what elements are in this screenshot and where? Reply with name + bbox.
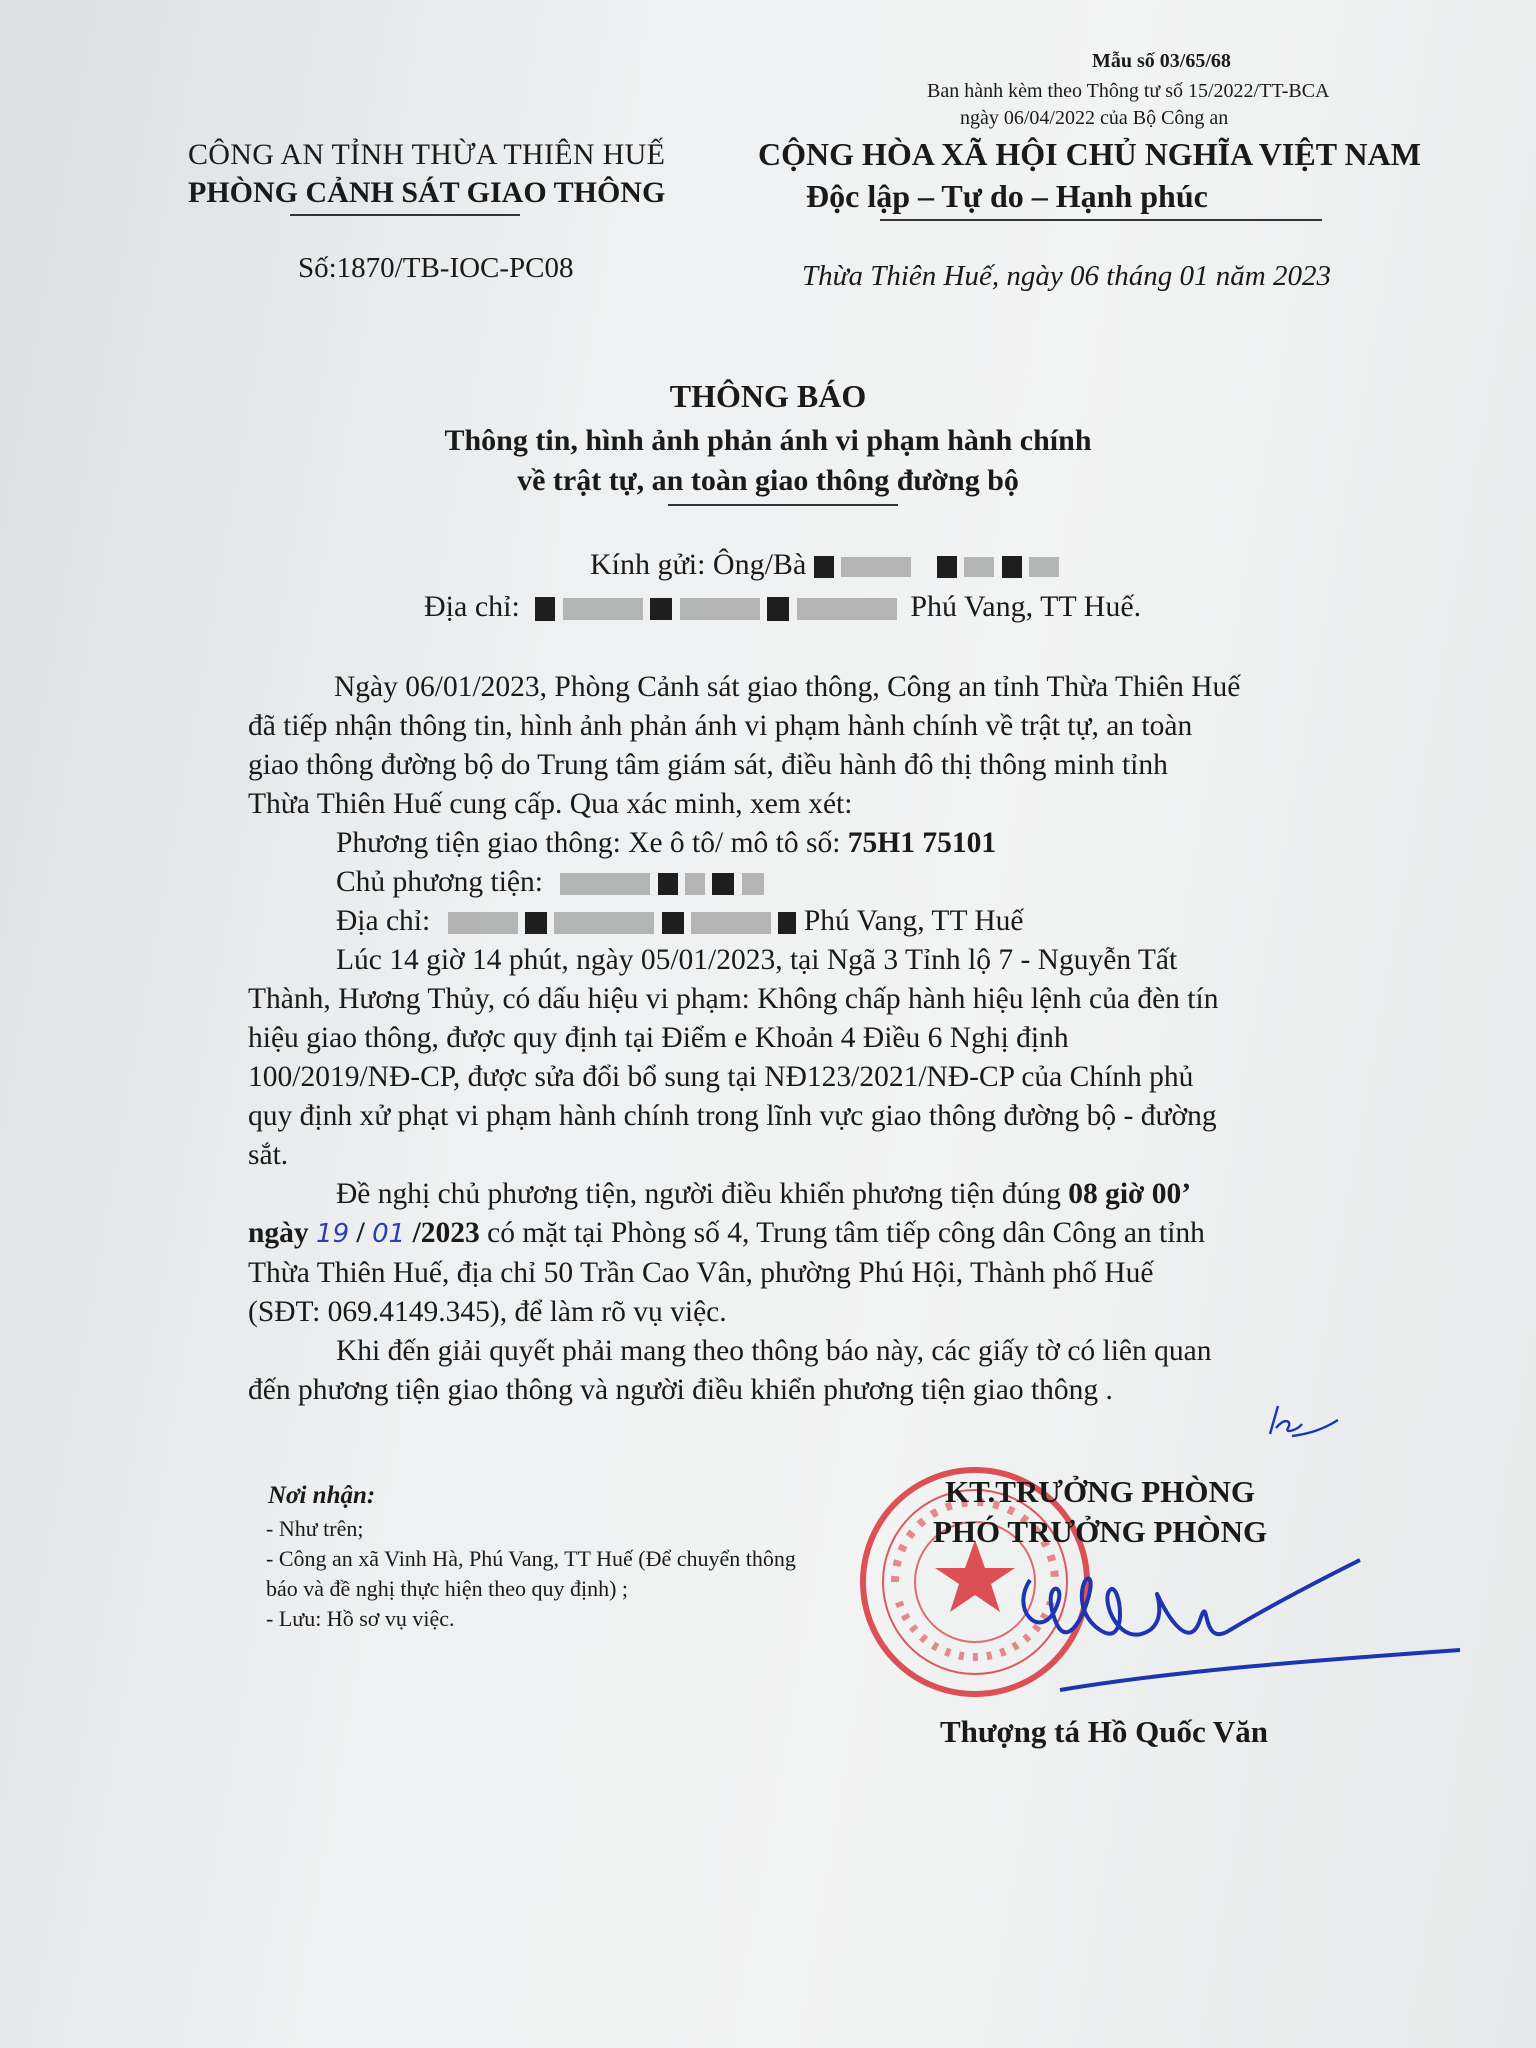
redacted-block [841, 557, 911, 577]
recipient-line [590, 548, 1059, 582]
redacted-block [742, 873, 764, 895]
recipients-list [266, 1514, 826, 1634]
recipient-item: - Công an xã Vinh Hà, Phú Vang, TT Huế (Để chuyển thông báo và đề nghị thực hiện theo quy định) ; [266, 1546, 796, 1601]
recipient-item: - Lưu: Hồ sơ vụ việc. [266, 1606, 455, 1631]
body-line: đã tiếp nhận thông tin, hình ảnh phản ánh vi phạm hành chính về trật tự, an toàn [248, 710, 1193, 742]
redacted-block [1002, 556, 1022, 578]
redacted-block [658, 873, 678, 895]
form-number: Mẫu số 03/65/68 [1092, 50, 1231, 72]
body-text: có mặt tại Phòng số 4, Trung tâm tiếp công dân Công an tỉnh [487, 1217, 1205, 1249]
body-line: Thành, Hương Thủy, có dấu hiệu vi phạm: Không chấp hành hiệu lệnh của đèn tín [248, 983, 1219, 1015]
document-subtitle-1: Thông tin, hình ảnh phản ánh vi phạm hành chính [444, 424, 1092, 457]
redacted-block [680, 598, 760, 620]
redacted-block [778, 912, 796, 934]
body-line: Ngày 06/01/2023, Phòng Cảnh sát giao thông, Công an tỉnh Thừa Thiên Huế [334, 671, 1241, 703]
body-text: Đề nghị chủ phương tiện, người điều khiển phương tiện đúng [336, 1178, 1061, 1210]
body-line: Lúc 14 giờ 14 phút, ngày 05/01/2023, tại Ngã 3 Tỉnh lộ 7 - Nguyễn Tất [336, 944, 1178, 976]
nation-motto: Độc lập – Tự do – Hạnh phúc [806, 178, 1208, 214]
redacted-block [767, 597, 789, 621]
owner-address-line [248, 902, 1348, 941]
owner-address-suffix: Phú Vang, TT Huế [803, 905, 1024, 937]
handwritten-initials [1262, 1394, 1342, 1444]
body-line: sắt. [248, 1139, 289, 1171]
appointment-line-1 [248, 1175, 1348, 1214]
kinh-gui-label: Kính gửi: Ông/Bà [590, 548, 807, 581]
handwritten-month: 01 [372, 1219, 406, 1249]
redacted-block [691, 912, 771, 934]
redacted-block [797, 598, 897, 620]
redacted-block [650, 598, 672, 620]
issued-line-1: Ban hành kèm theo Thông tư số 15/2022/TT-BCA [927, 80, 1330, 102]
signer-title-2: PHÓ TRƯỞNG PHÒNG [933, 1514, 1268, 1549]
license-plate: 75H1 75101 [847, 827, 997, 859]
redacted-block [814, 556, 834, 578]
handwritten-day: 19 [316, 1219, 350, 1249]
owner-label: Chủ phương tiện: [336, 866, 543, 898]
date-separator: / [356, 1217, 365, 1249]
redacted-block [662, 912, 684, 934]
redacted-block [937, 556, 957, 578]
vehicle-line [248, 824, 1348, 863]
agency-underline [290, 214, 520, 216]
redacted-block [1029, 557, 1059, 577]
appointment-time: 08 giờ 00’ [1068, 1178, 1192, 1210]
body-line: giao thông đường bộ do Trung tâm giám sát, điều hành đô thị thông minh tỉnh [248, 749, 1168, 781]
recipients-title: Nơi nhận: [268, 1482, 376, 1509]
redacted-block [964, 557, 994, 577]
body-line: hiệu giao thông, được quy định tại Điểm e Khoản 4 Điều 6 Nghị định [248, 1022, 1069, 1054]
body-line: đến phương tiện giao thông và người điều khiển phương tiện giao thông . [248, 1374, 1113, 1406]
signer-name: Thượng tá Hồ Quốc Văn [940, 1714, 1269, 1749]
body-line: Khi đến giải quyết phải mang theo thông báo này, các giấy tờ có liên quan [336, 1335, 1212, 1367]
body-line: Thừa Thiên Huế, địa chỉ 50 Trần Cao Vân, phường Phú Hội, Thành phố Huế [248, 1257, 1154, 1289]
redacted-block [563, 598, 643, 620]
body-line: (SĐT: 069.4149.345), để làm rõ vụ việc. [248, 1296, 727, 1328]
redacted-block [554, 912, 654, 934]
nation-line-1: CỘNG HÒA XÃ HỘI CHỦ NGHĨA VIỆT NAM [758, 136, 1421, 172]
document-subtitle-2: về trật tự, an toàn giao thông đường bộ [517, 464, 1019, 497]
owner-address-label: Địa chỉ: [336, 905, 431, 937]
motto-underline [880, 219, 1322, 221]
appointment-line-2 [248, 1214, 1348, 1254]
body-line: Thừa Thiên Huế cung cấp. Qua xác minh, xem xét: [248, 788, 853, 820]
agency-line-2: PHÒNG CẢNH SÁT GIAO THÔNG [188, 176, 666, 209]
appointment-year: /2023 [412, 1217, 480, 1249]
owner-line [248, 863, 1348, 902]
vehicle-label: Phương tiện giao thông: Xe ô tô/ mô tô số: [336, 827, 841, 859]
document-number: Số:1870/TB-IOC-PC08 [298, 252, 574, 284]
address-suffix: Phú Vang, TT Huế. [910, 590, 1142, 623]
signer-title-1: KT.TRƯỞNG PHÒNG [945, 1474, 1255, 1509]
handwritten-signature [1000, 1550, 1470, 1710]
place-date: Thừa Thiên Huế, ngày 06 tháng 01 năm 2023 [802, 260, 1331, 292]
body-paragraph-1 [248, 668, 1348, 1410]
body-line: quy định xử phạt vi phạm hành chính trong lĩnh vực giao thông đường bộ - đường [248, 1100, 1217, 1132]
recipient-item: - Như trên; [266, 1516, 364, 1541]
redacted-block [712, 873, 734, 895]
redacted-block [525, 912, 547, 934]
issued-line-2: ngày 06/04/2022 của Bộ Công an [960, 107, 1229, 129]
body-line: 100/2019/NĐ-CP, được sửa đổi bổ sung tại NĐ123/2021/NĐ-CP của Chính phủ [248, 1061, 1194, 1093]
redacted-block [560, 873, 650, 895]
redacted-block [535, 597, 555, 621]
document-title: THÔNG BÁO [669, 378, 867, 414]
ngay-label: ngày [248, 1217, 309, 1249]
subtitle-underline [668, 504, 898, 506]
redacted-block [448, 912, 518, 934]
redacted-block [685, 873, 705, 895]
agency-line-1: CÔNG AN TỈNH THỪA THIÊN HUẾ [188, 138, 666, 171]
recipient-address [424, 590, 1141, 624]
address-label: Địa chỉ: [424, 590, 520, 623]
